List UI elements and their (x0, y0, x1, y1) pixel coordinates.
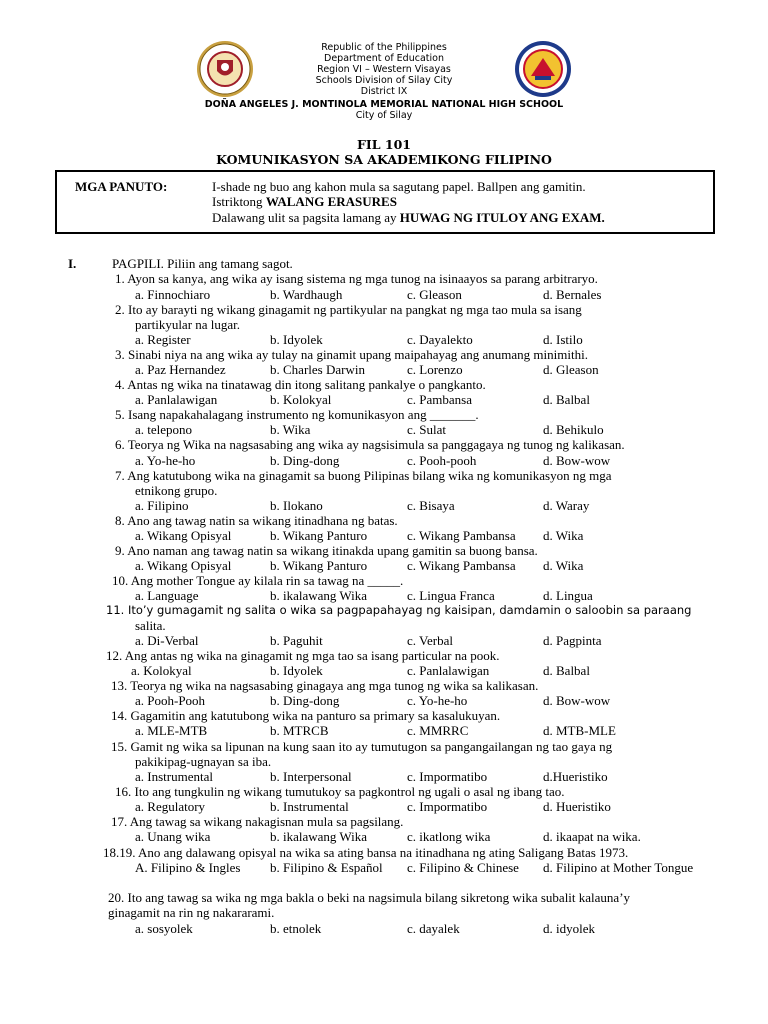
question-text: 5. Isang napakahalagang instrumento ng komunikasyon ang _______. (115, 407, 479, 422)
header-line: Schools Division of Silay City (315, 75, 453, 86)
answer-choice: a. Unang wika (135, 829, 211, 844)
answer-choice: d. Pagpinta (543, 633, 602, 648)
answer-choice: c. Gleason (407, 287, 462, 302)
question-text: 4. Antas ng wika na tinatawag din itong salitang pankalye o pangkanto. (115, 377, 486, 392)
question-text: 16. Ito ang tungkulin ng wikang tumutukoy sa pagkontrol ng ugali o asal ng ibang tao. (115, 784, 565, 799)
answer-choice: b. Wikang Panturo (270, 528, 368, 543)
answer-choice: d. Bow-wow (543, 693, 611, 708)
answer-choice: d. MTB-MLE (543, 723, 616, 738)
answer-choice: c. Wikang Pambansa (407, 558, 516, 573)
question-text: 14. Gagamitin ang katutubong wika na panturo sa primary sa kasalukuyan. (111, 708, 501, 723)
school-name: DOÑA ANGELES J. MONTINOLA MEMORIAL NATIONAL HIGH SCHOOL (204, 99, 564, 110)
answer-choice: a. Instrumental (135, 769, 213, 784)
answer-choice: b. Wika (270, 422, 311, 437)
header-line: District IX (360, 86, 408, 97)
question-text: 12. Ang antas ng wika na ginagamit ng mga tao sa isang particular na pook. (106, 648, 500, 663)
school-city: City of Silay (355, 110, 413, 121)
answer-choice: d. Balbal (543, 663, 590, 678)
answer-choice: c. Wikang Pambansa (407, 528, 516, 543)
question-text: pakikipag-ugnayan sa iba. (135, 754, 272, 769)
question-text: 13. Teorya ng wika na nagsasabing ginagaya ang mga tunog ng wika sa kalikasan. (111, 678, 539, 693)
answer-choice: a. Finnochiaro (135, 287, 211, 302)
question-text: 9. Ano naman ang tawag natin sa wikang itinakda upang gamitin sa buong bansa. (115, 543, 538, 558)
answer-choice: a. MLE-MTB (135, 723, 208, 738)
question-text: 15. Gamit ng wika sa lipunan na kung saan ito ay tumutugon sa pangangailangan ng tao gaya ng (111, 739, 613, 754)
question-text: 20. Ito ang tawag sa wika ng mga bakla o beki na nagsimula bilang sikretong wika subalit kalauna’y (108, 890, 631, 905)
question-text: 3. Sinabi niya na ang wika ay tulay na ginamit upang maipahayag ang anumang minimithi. (115, 347, 588, 362)
answer-choice: c. Verbal (407, 633, 453, 648)
answer-choice: b. Ding-dong (270, 453, 340, 468)
question-text: ginagamit na rin ng nakararami. (108, 905, 275, 920)
answer-choice: a. Yo-he-ho (135, 453, 196, 468)
question-text: 7. Ang katutubong wika na ginagamit sa buong Pilipinas bilang wika ng komunikasyon ng mga (115, 468, 612, 483)
answer-choice: b. ikalawang Wika (270, 588, 368, 603)
question-text: 8. Ano ang tawag natin sa wikang itinadhana ng batas. (115, 513, 398, 528)
answer-choice: c. Lorenzo (407, 362, 463, 377)
answer-choice: a. Language (135, 588, 199, 603)
answer-choice: c. Pambansa (407, 392, 472, 407)
answer-choice: a. Register (135, 332, 191, 347)
answer-choice: a. Wikang Opisyal (135, 558, 232, 573)
answer-choice: c. ikatlong wika (407, 829, 491, 844)
answer-choice: c. Impormatibo (407, 769, 488, 784)
answer-choice: a. Panlalawigan (135, 392, 218, 407)
answer-choice: d. Wika (543, 528, 584, 543)
question-text: 17. Ang tawag sa wikang nakagisnan mula sa pagsilang. (111, 814, 404, 829)
section-number: I. (68, 256, 77, 271)
answer-choice: a. telepono (135, 422, 193, 437)
answer-choice: b. etnolek (270, 921, 322, 936)
answer-choice: a. Pooh-Pooh (135, 693, 206, 708)
instruction-line-1: I-shade ng buo ang kahon mula sa sagutang papel. Ballpen ang gamitin. (212, 179, 586, 194)
answer-choice: b. Instrumental (270, 799, 349, 814)
answer-choice: a. Paz Hernandez (135, 362, 226, 377)
answer-choice: c. MMRRC (407, 723, 469, 738)
answer-choice: b. Idyolek (270, 332, 323, 347)
instruction-line-2: Istriktong WALANG ERASURES (212, 194, 397, 209)
course-name: KOMUNIKASYON SA AKADEMIKONG FILIPINO (216, 152, 552, 167)
answer-choice: b. ikalawang Wika (270, 829, 368, 844)
answer-choice: a. Kolokyal (131, 663, 192, 678)
answer-choice: b. Wikang Panturo (270, 558, 368, 573)
answer-choice: d. Waray (543, 498, 590, 513)
answer-choice: b. Interpersonal (270, 769, 352, 784)
answer-choice: d. Filipino at Mother Tongue (543, 860, 694, 875)
answer-choice: d. Wika (543, 558, 584, 573)
question-text: partikyular na lugar. (135, 317, 241, 332)
question-text: 10. Ang mother Tongue ay kilala rin sa tawag na _____. (112, 573, 404, 588)
answer-choice: b. MTRCB (270, 723, 329, 738)
answer-choice: c. Dayalekto (407, 332, 473, 347)
header-line: Region VI – Western Visayas (317, 64, 451, 75)
question-text: 1. Ayon sa kanya, ang wika ay isang sistema ng mga tunog na isinaayos sa parang arbitraryo. (115, 271, 598, 286)
header-line: Department of Education (324, 53, 444, 64)
answer-choice: c. Pooh-pooh (407, 453, 477, 468)
answer-choice: b. Filipino & Español (270, 860, 383, 875)
question-text: etnikong grupo. (135, 483, 218, 498)
question-text: 18.19. Ano ang dalawang opisyal na wika sa ating bansa na itinadhana ng ating Saligang Batas 1973. (103, 845, 629, 860)
course-code: FIL 101 (357, 137, 411, 152)
answer-choice: A. Filipino & Ingles (135, 860, 241, 875)
answer-choice: c. Filipino & Chinese (407, 860, 519, 875)
answer-choice: a. Wikang Opisyal (135, 528, 232, 543)
answer-choice: d.Hueristiko (543, 769, 608, 784)
answer-choice: a. sosyolek (135, 921, 193, 936)
answer-choice: b. Ilokano (270, 498, 323, 513)
answer-choice: b. Kolokyal (270, 392, 332, 407)
answer-choice: d. Behikulo (543, 422, 604, 437)
answer-choice: b. Idyolek (270, 663, 323, 678)
answer-choice: c. Impormatibo (407, 799, 488, 814)
answer-choice: d. Bow-wow (543, 453, 611, 468)
answer-choice: b. Paguhit (270, 633, 323, 648)
header-line: Republic of the Philippines (321, 42, 447, 53)
answer-choice: d. idyolek (543, 921, 595, 936)
instructions-label: MGA PANUTO: (75, 179, 168, 194)
answer-choice: d. Balbal (543, 392, 590, 407)
answer-choice: d. Lingua (543, 588, 593, 603)
answer-choice: d. Istilo (543, 332, 583, 347)
section-heading: PAGPILI. Piliin ang tamang sagot. (112, 256, 293, 271)
answer-choice: d. Bernales (543, 287, 602, 302)
answer-choice: c. Sulat (407, 422, 446, 437)
answer-choice: c. Lingua Franca (407, 588, 495, 603)
question-text: 11. Ito’y gumagamit ng salita o wika sa pagpapahayag ng kaisipan, damdamin o saloobin sa paraang (106, 603, 692, 617)
answer-choice: c. Bisaya (407, 498, 455, 513)
answer-choice: b. Charles Darwin (270, 362, 365, 377)
answer-choice: a. Regulatory (135, 799, 206, 814)
answer-choice: a. Filipino (135, 498, 189, 513)
answer-choice: d. Gleason (543, 362, 599, 377)
answer-choice: c. dayalek (407, 921, 460, 936)
answer-choice: b. Ding-dong (270, 693, 340, 708)
question-text: salita. (135, 618, 166, 633)
answer-choice: b. Wardhaugh (270, 287, 343, 302)
question-text: 6. Teorya ng Wika na nagsasabing ang wika ay nagsisimula sa panggagaya ng tunog ng kalikasan. (115, 437, 625, 452)
question-text: 2. Ito ay barayti ng wikang ginagamit ng partikyular na pangkat ng mga tao mula sa isang (115, 302, 582, 317)
answer-choice: d. ikaapat na wika. (543, 829, 641, 844)
instruction-line-3: Dalawang ulit sa pagsita lamang ay HUWAG NG ITULOY ANG EXAM. (212, 210, 605, 225)
answer-choice: c. Yo-he-ho (407, 693, 468, 708)
answer-choice: a. Di-Verbal (135, 633, 199, 648)
answer-choice: c. Panlalawigan (407, 663, 490, 678)
answer-choice: d. Hueristiko (543, 799, 611, 814)
